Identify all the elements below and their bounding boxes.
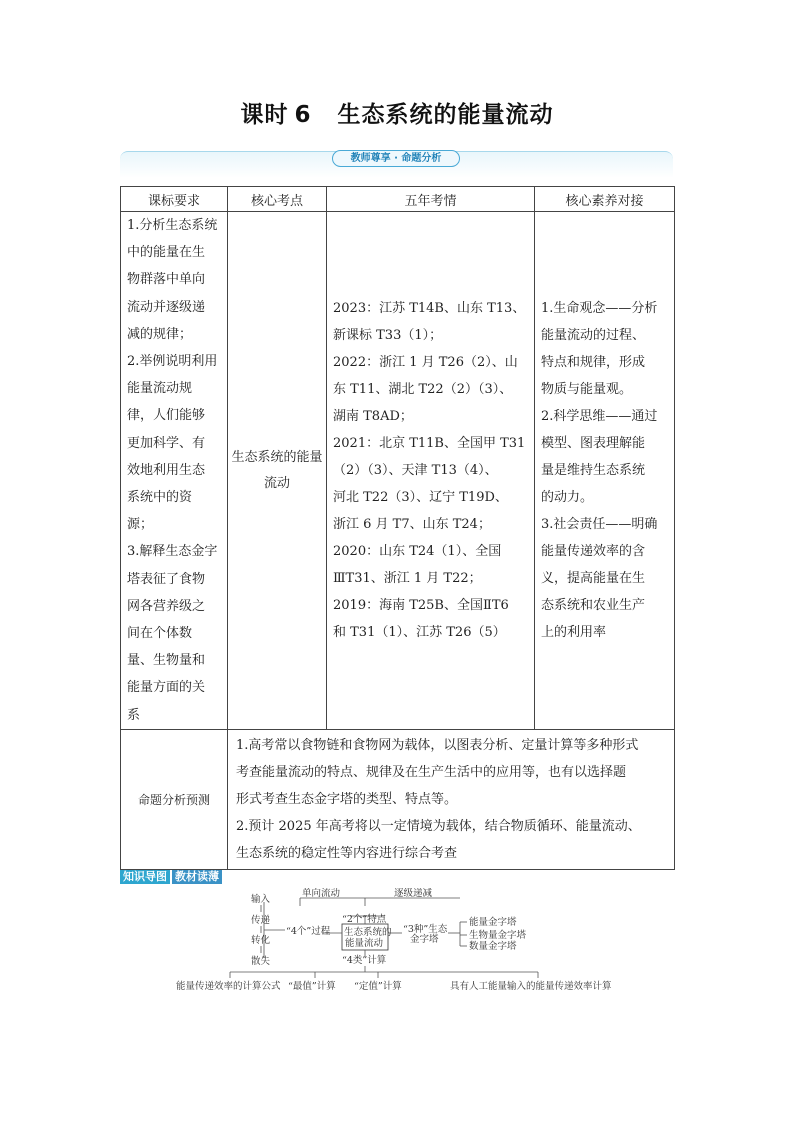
literacy-line: 能量流动的过程、 [541,328,646,343]
prediction-line: 2.预计 2025 年高考将以一定情境为载体，结合物质循环、能量流动、 [236,819,641,834]
requirement-line: 减的规律； [127,326,193,342]
feature-one-way: 单向流动 [302,888,341,899]
pyramid-label-1: “3种”生态 [403,924,448,935]
literacy-line: 物质与能量观。 [541,382,633,397]
table-header-row [121,187,675,212]
exam-year-line: 新课标 T33（1）； [333,328,443,343]
features-label: “2个”特点 [342,914,387,925]
requirement-line: 更加科学、有 [127,435,206,451]
calc-extreme: “最值”计算 [288,981,336,992]
requirement-line: 间在个体数 [127,626,193,642]
prediction-line: 1.高考常以食物链和食物网为载体，以图表分析、定量计算等多种形式 [236,738,639,753]
calc-formula: 能量传递效率的计算公式 [176,981,281,992]
banner-label: 教师尊享 · 命题分析 [332,150,460,167]
calc-label: “4类”计算 [342,955,387,966]
requirement-line: 效地利用生态 [127,462,206,478]
header-core-point: 核心考点 [228,187,327,212]
core-point-line: 生态系统的能量 [231,449,323,465]
process-step-transfer: 传递 [251,915,271,926]
requirement-line: 网各营养级之 [127,598,206,614]
requirement-line: 律，人们能够 [127,408,206,424]
exam-year-line: 和 T31（1）、江苏 T26（5） [333,625,506,640]
title-text: 生态系统的能量流动 [337,102,554,128]
mindmap-center-2: 能量流动 [345,938,384,949]
process-step-conversion: 转化 [251,935,271,946]
prediction-row [121,730,675,870]
literacy-line: 能量传递效率的含 [541,544,646,559]
requirement-line: 中的能量在生 [127,245,206,261]
header-requirements: 课标要求 [121,187,228,212]
title-prefix: 课时 [240,102,289,128]
requirement-line: 能量方面的关 [127,680,206,696]
literacy-line: 1.生命观念——分析 [541,301,658,316]
requirement-line: 2.举例说明利用 [127,354,218,370]
literacy-line: 义，提高能量在生 [541,571,646,586]
prediction-line: 形式考查生态金字塔的类型、特点等。 [236,792,458,807]
exam-years-cell [327,212,535,730]
requirement-line: 能量流动规 [127,381,193,397]
knowledge-mindmap [170,888,630,992]
exam-year-line: 2019：海南 T25B、全国ⅡT6 [333,598,509,613]
requirement-line: 塔表征了食物 [127,571,206,587]
pyramid-number: 数量金字塔 [469,941,517,952]
exam-year-line: 浙江 6 月 T7、山东 T24； [333,517,491,532]
exam-year-line: 2022：浙江 1 月 T26（2）、山 [333,355,518,370]
prediction-label: 命题分析预测 [121,730,228,870]
calc-fixed: “定值”计算 [354,981,402,992]
requirement-line: 系 [127,707,141,723]
pyramid-energy: 能量金字塔 [469,917,517,928]
literacy-cell [535,212,675,730]
core-point-line: 流动 [263,475,290,491]
process-step-input: 输入 [251,894,271,905]
exam-year-line: 东 T11、湖北 T22（2）（3）、 [333,382,513,397]
literacy-line: 模型、图表理解能 [541,436,646,451]
literacy-line: 2.科学思维——通过 [541,409,658,424]
prediction-line: 考查能量流动的特点、规律及在生产生活中的应用等，也有以选择题 [236,765,627,780]
tag-knowledge-map: 知识导图 [120,870,170,884]
requirement-line: 源； [127,517,154,533]
literacy-line: 特点和规律，形成 [541,355,646,370]
calc-artificial: 具有人工能量输入的能量传递效率计算 [450,981,612,992]
literacy-line: 态系统和农业生产 [541,598,646,613]
title-number: 6 [294,102,312,128]
tag-textbook-reading: 教材读薄 [172,870,222,884]
exam-year-line: ⅢT31、浙江 1 月 T22； [333,571,482,586]
pyramid-biomass: 生物量金字塔 [469,930,527,941]
exam-year-line: （2）（3）、天津 T13（4）、 [333,463,498,478]
prediction-line: 生态系统的稳定性等内容进行综合考查 [236,846,458,861]
process-label: “4个”过程 [286,926,331,937]
literacy-line: 3.社会责任——明确 [541,517,658,532]
literacy-line: 上的利用率 [541,625,607,640]
literacy-line: 的动力。 [541,490,594,505]
teacher-banner [120,151,673,178]
literacy-line: 量是维持生态系统 [541,463,646,478]
requirement-line: 系统中的资 [127,490,193,506]
core-point-cell [228,212,327,730]
feature-decrease: 逐级递减 [394,888,433,899]
requirement-line: 物群落中单向 [127,272,206,288]
requirement-line: 3.解释生态金字 [127,544,218,560]
exam-year-line: 河北 T22（3）、辽宁 T19D、 [333,490,508,505]
lesson-title [0,96,794,129]
requirements-cell [121,212,228,730]
exam-year-line: 2021：北京 T11B、全国甲 T31 [333,436,526,451]
process-step-loss: 散失 [251,956,271,967]
exam-year-line: 2020：山东 T24（1）、全国 [333,544,502,559]
requirement-line: 流动并逐级递 [127,299,206,315]
requirement-line: 1.分析生态系统 [127,218,218,233]
exam-year-line: 湖南 T8AD； [333,409,413,424]
table-row [121,212,675,730]
section-tags [120,870,222,884]
mindmap-center-1: 生态系统的 [344,927,392,938]
exam-year-line: 2023：江苏 T14B、山东 T13、 [333,301,526,316]
header-literacy: 核心素养对接 [535,187,675,212]
header-exam-years: 五年考情 [327,187,535,212]
pyramid-label-2: 金字塔 [410,934,439,945]
prediction-cell [228,730,675,870]
analysis-table [120,186,675,870]
requirement-line: 量、生物量和 [127,653,206,669]
